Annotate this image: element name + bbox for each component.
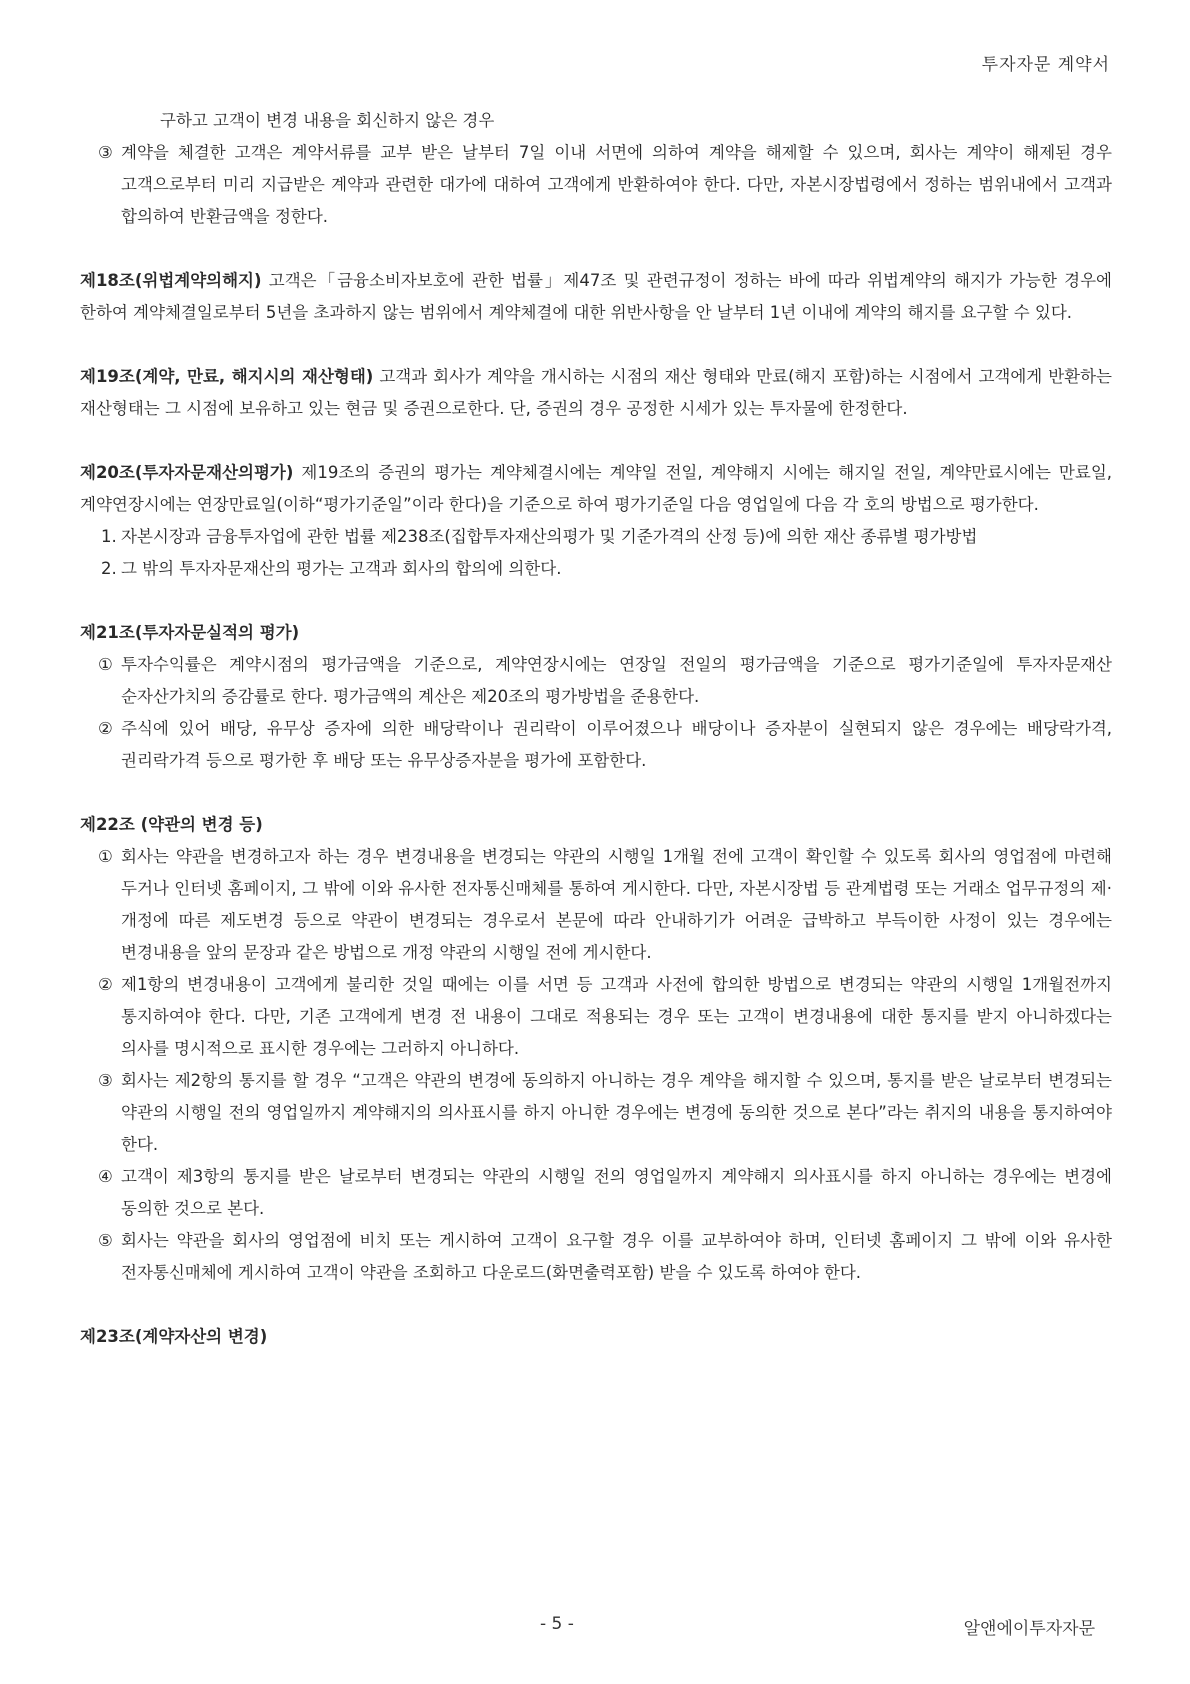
article-18	[80, 265, 1112, 329]
item-marker: ①	[98, 655, 113, 674]
item-text: 계약을 체결한 고객은 계약서류를 교부 받은 날부터 7일 이내 서면에 의하여 계약을 해제할 수 있으며, 회사는 계약이 해제된 경우 고객으로부터 미리 지급받은 계약과 관련한 대가에 대하여 고객에게 반환하여야 한다. 다만, 자본시장법령에서 정하는 범위내에서 고객과 합의하여 반환금액을 정한다.	[121, 143, 1112, 226]
item-marker: ②	[98, 975, 113, 994]
list-item	[80, 969, 1112, 1065]
article-18-title: 제18조(위법계약의해지)	[80, 271, 262, 290]
item-marker: ②	[98, 719, 113, 738]
list-item	[80, 1161, 1112, 1225]
footer-company-name: 알앤에이투자자문	[963, 1619, 1095, 1639]
continued-line: 구하고 고객이 변경 내용을 회신하지 않은 경우	[160, 111, 495, 130]
list-item	[80, 553, 1112, 585]
article-20-text: 제19조의 증권의 평가는 계약체결시에는 계약일 전일, 계약해지 시에는 해지일 전일, 계약만료시에는 만료일, 계약연장시에는 연장만료일(이하“평가기준일”이라 한다)을 기준으로 하여 평가기준일 다음 영업일에 다음 각 호의 방법으로 평가한다.	[80, 463, 1112, 514]
item-marker: ③	[98, 143, 113, 162]
document-body	[80, 105, 1112, 1353]
item-marker: 1.	[101, 527, 117, 546]
article-19	[80, 361, 1112, 425]
item-marker: ①	[98, 847, 113, 866]
article-23-title: 제23조(계약자산의 변경)	[80, 1327, 268, 1346]
article-19-title: 제19조(계약, 만료, 해지시의 재산형태)	[80, 367, 374, 386]
item-marker: ③	[98, 1071, 113, 1090]
article-21-title: 제21조(투자자문실적의 평가)	[80, 623, 300, 642]
item-text: 회사는 제2항의 통지를 할 경우 “고객은 약관의 변경에 동의하지 아니하는 경우 계약을 해지할 수 있으며, 통지를 받은 날로부터 변경되는 약관의 시행일 전의 영업일까지 계약해지의 의사표시를 하지 아니한 경우에는 변경에 동의한 것으로 본다”라는 취지의 내용을 통지하여야 한다.	[121, 1071, 1112, 1154]
page-number: - 5 -	[540, 1614, 574, 1634]
item-text: 투자수익률은 계약시점의 평가금액을 기준으로, 계약연장시에는 연장일 전일의 평가금액을 기준으로 평가기준일에 투자자문재산 순자산가치의 증감률로 한다. 평가금액의 계산은 제20조의 평가방법을 준용한다.	[121, 655, 1112, 706]
article-18-text: 고객은「금융소비자보호에 관한 법률」제47조 및 관련규정이 정하는 바에 따라 위법계약의 해지가 가능한 경우에 한하여 계약체결일로부터 5년을 초과하지 않는 범위에서 계약체결에 대한 위반사항을 안 날부터 1년 이내에 계약의 해지를 요구할 수 있다.	[80, 271, 1112, 322]
list-item	[80, 137, 1112, 233]
item-marker: ④	[98, 1167, 113, 1186]
article-20	[80, 457, 1112, 521]
list-item	[80, 521, 1112, 553]
item-text: 회사는 약관을 변경하고자 하는 경우 변경내용을 변경되는 약관의 시행일 1개월 전에 고객이 확인할 수 있도록 회사의 영업점에 마련해 두거나 인터넷 홈페이지, 그 밖에 이와 유사한 전자통신매체를 통하여 게시한다. 다만, 자본시장법 등 관계법령 또는 거래소 업무규정의 제·개정에 따른 제도변경 등으로 약관이 변경되는 경우로서 본문에 따라 안내하기가 어려운 급박하고 부득이한 사정이 있는 경우에는 변경내용을 앞의 문장과 같은 방법으로 개정 약관의 시행일 전에 게시한다.	[121, 847, 1112, 962]
item-marker: 2.	[101, 559, 117, 578]
list-item	[80, 713, 1112, 777]
article-19-text: 고객과 회사가 계약을 개시하는 시점의 재산 형태와 만료(해지 포함)하는 시점에서 고객에게 반환하는 재산형태는 그 시점에 보유하고 있는 현금 및 증권으로한다. 단, 증권의 경우 공정한 시세가 있는 투자물에 한정한다.	[80, 367, 1112, 418]
item-text: 회사는 약관을 회사의 영업점에 비치 또는 게시하여 고객이 요구할 경우 이를 교부하여야 하며, 인터넷 홈페이지 그 밖에 이와 유사한 전자통신매체에 게시하여 고객이 약관을 조회하고 다운로드(화면출력포함) 받을 수 있도록 하여야 한다.	[121, 1231, 1112, 1282]
list-item	[80, 1065, 1112, 1161]
item-text: 자본시장과 금융투자업에 관한 법률 제238조(집합투자재산의평가 및 기준가격의 산정 등)에 의한 재산 종류별 평가방법	[121, 527, 978, 546]
document-header-title: 투자자문 계약서	[981, 55, 1110, 75]
item-text: 제1항의 변경내용이 고객에게 불리한 것일 때에는 이를 서면 등 고객과 사전에 합의한 방법으로 변경되는 약관의 시행일 1개월전까지 통지하여야 한다. 다만, 기존 고객에게 변경 전 내용이 그대로 적용되는 경우 또는 고객이 변경내용에 대한 통지를 받지 아니하겠다는 의사를 명시적으로 표시한 경우에는 그러하지 아니하다.	[121, 975, 1112, 1058]
item-text: 고객이 제3항의 통지를 받은 날로부터 변경되는 약관의 시행일 전의 영업일까지 계약해지 의사표시를 하지 아니하는 경우에는 변경에 동의한 것으로 본다.	[121, 1167, 1112, 1218]
article-22-title: 제22조 (약관의 변경 등)	[80, 815, 263, 834]
item-marker: ⑤	[98, 1231, 113, 1250]
article-20-title: 제20조(투자자문재산의평가)	[80, 463, 294, 482]
list-item	[80, 841, 1112, 969]
list-item	[80, 649, 1112, 713]
item-text: 그 밖의 투자자문재산의 평가는 고객과 회사의 합의에 의한다.	[121, 559, 562, 578]
list-item	[80, 1225, 1112, 1289]
item-text: 주식에 있어 배당, 유무상 증자에 의한 배당락이나 권리락이 이루어졌으나 배당이나 증자분이 실현되지 않은 경우에는 배당락가격, 권리락가격 등으로 평가한 후 배당 또는 유무상증자분을 평가에 포함한다.	[121, 719, 1112, 770]
